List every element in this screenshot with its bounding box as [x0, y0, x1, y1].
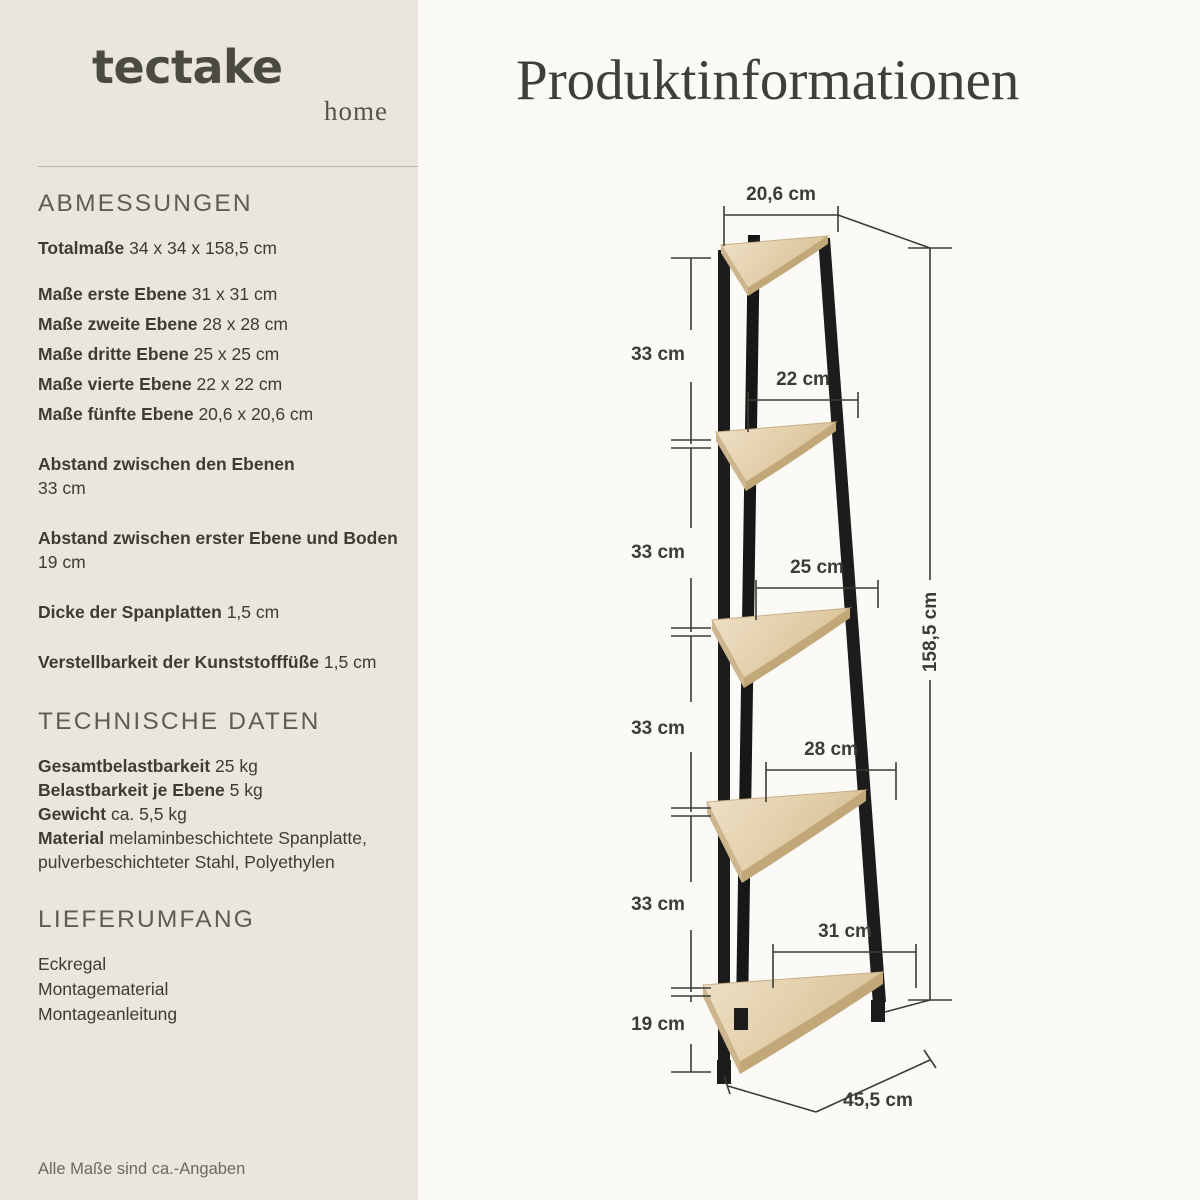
label-shelf4-width: 22 cm: [776, 369, 830, 390]
tech-row-4-label: Material: [38, 828, 105, 848]
spec-total: [38, 236, 404, 260]
label-floor-gap: 19 cm: [631, 1014, 685, 1035]
spec-level-5: [38, 402, 404, 426]
dim-line-base-left: [728, 1086, 816, 1112]
brand-logo: [92, 40, 392, 127]
footnote: Alle Maße sind ca.-Angaben: [38, 1160, 246, 1178]
spec-thickness-label: Dicke der Spanplatten: [38, 602, 222, 622]
foot-left: [717, 1060, 731, 1084]
scope-item-1: Eckregal: [38, 954, 107, 974]
dimension-lines: [671, 206, 952, 1112]
tech-row-2-label: Belastbarkeit je Ebene: [38, 780, 225, 800]
section-heading-scope: LIEFERUMFANG: [38, 906, 255, 933]
label-shelf2-width: 28 cm: [804, 739, 858, 760]
product-technical-drawing: [418, 0, 1200, 1200]
label-shelf3-width: 25 cm: [790, 557, 844, 578]
label-gap-1: 33 cm: [631, 344, 685, 365]
spec-shelf-spacing-value: 33 cm: [38, 478, 86, 498]
spec-adjustability-label: Verstellbarkeit der Kunststofffüße: [38, 652, 320, 672]
spec-level-1-value: 31 x 31 cm: [191, 284, 278, 304]
spec-level-1: [38, 282, 404, 306]
tech-row-4: [38, 826, 404, 874]
tech-row-3: [38, 802, 404, 826]
spec-level-4: [38, 372, 404, 396]
tech-row-4-value: melaminbeschichtete Spanplatte, pulverbeschichteter Stahl, Polyethylen: [38, 828, 367, 872]
spec-total-label: Totalmaße: [38, 238, 125, 258]
tech-row-1-value: 25 kg: [215, 756, 258, 776]
tech-row-3-label: Gewicht: [38, 804, 107, 824]
spec-level-3-label: Maße dritte Ebene: [38, 344, 189, 364]
spec-adjustability: [38, 650, 404, 674]
spec-level-2: [38, 312, 404, 336]
shelf-top: [721, 236, 828, 296]
technical-rows: [38, 754, 404, 874]
spec-thickness-value: 1,5 cm: [226, 602, 280, 622]
tech-row-2: [38, 778, 404, 802]
label-shelf1-width: 31 cm: [818, 921, 872, 942]
label-top-shelf-width: 20,6 cm: [746, 184, 816, 205]
spec-level-1-label: Maße erste Ebene: [38, 284, 187, 304]
label-gap-2: 33 cm: [631, 542, 685, 563]
tech-row-1: [38, 754, 404, 778]
label-base-width: 45,5 cm: [843, 1090, 913, 1111]
spec-floor-gap-label: Abstand zwischen erster Ebene und Boden: [38, 528, 398, 548]
spec-level-2-label: Maße zweite Ebene: [38, 314, 198, 334]
shelf-unit: [703, 235, 886, 1084]
brand-name: tectake: [92, 40, 283, 94]
spec-level-4-value: 22 x 22 cm: [196, 374, 283, 394]
scope-item-2: Montagematerial: [38, 979, 169, 999]
spec-level-5-label: Maße fünfte Ebene: [38, 404, 194, 424]
spec-thickness: [38, 600, 404, 624]
scope-list: [38, 952, 404, 1027]
spec-level-3: [38, 342, 404, 366]
divider: [38, 166, 418, 167]
tech-row-2-value: 5 kg: [229, 780, 263, 800]
spec-floor-gap-value: 19 cm: [38, 552, 86, 572]
spec-adjustability-value: 1,5 cm: [323, 652, 377, 672]
label-gap-3: 33 cm: [631, 718, 685, 739]
label-total-height: 158,5 cm: [920, 591, 941, 673]
spec-level-3-value: 25 x 25 cm: [193, 344, 280, 364]
spec-shelf-spacing: [38, 452, 404, 500]
spec-total-value: 34 x 34 x 158,5 cm: [129, 238, 277, 258]
spec-level-4-label: Maße vierte Ebene: [38, 374, 192, 394]
brand-subtitle: home: [324, 96, 388, 126]
page-title: Produktinformationen: [516, 49, 1020, 112]
spec-levels: [38, 282, 404, 426]
spec-shelf-spacing-label: Abstand zwischen den Ebenen: [38, 454, 295, 474]
shelf-2: [707, 790, 866, 883]
scope-item-3: Montageanleitung: [38, 1004, 178, 1024]
tech-row-1-label: Gesamtbelastbarkeit: [38, 756, 211, 776]
shelf-3: [712, 608, 850, 688]
specs-column: [38, 190, 404, 1027]
spec-level-5-value: 20,6 x 20,6 cm: [198, 404, 314, 424]
tech-row-3-value: ca. 5,5 kg: [110, 804, 187, 824]
foot-right: [871, 1000, 885, 1022]
section-heading-technical: TECHNISCHE DATEN: [38, 708, 321, 735]
label-gap-4: 33 cm: [631, 894, 685, 915]
section-heading-dimensions: ABMESSUNGEN: [38, 190, 253, 217]
shelf-4: [716, 422, 836, 491]
spec-level-2-value: 28 x 28 cm: [202, 314, 288, 334]
foot-center: [734, 1008, 748, 1030]
spec-floor-gap: [38, 526, 404, 574]
